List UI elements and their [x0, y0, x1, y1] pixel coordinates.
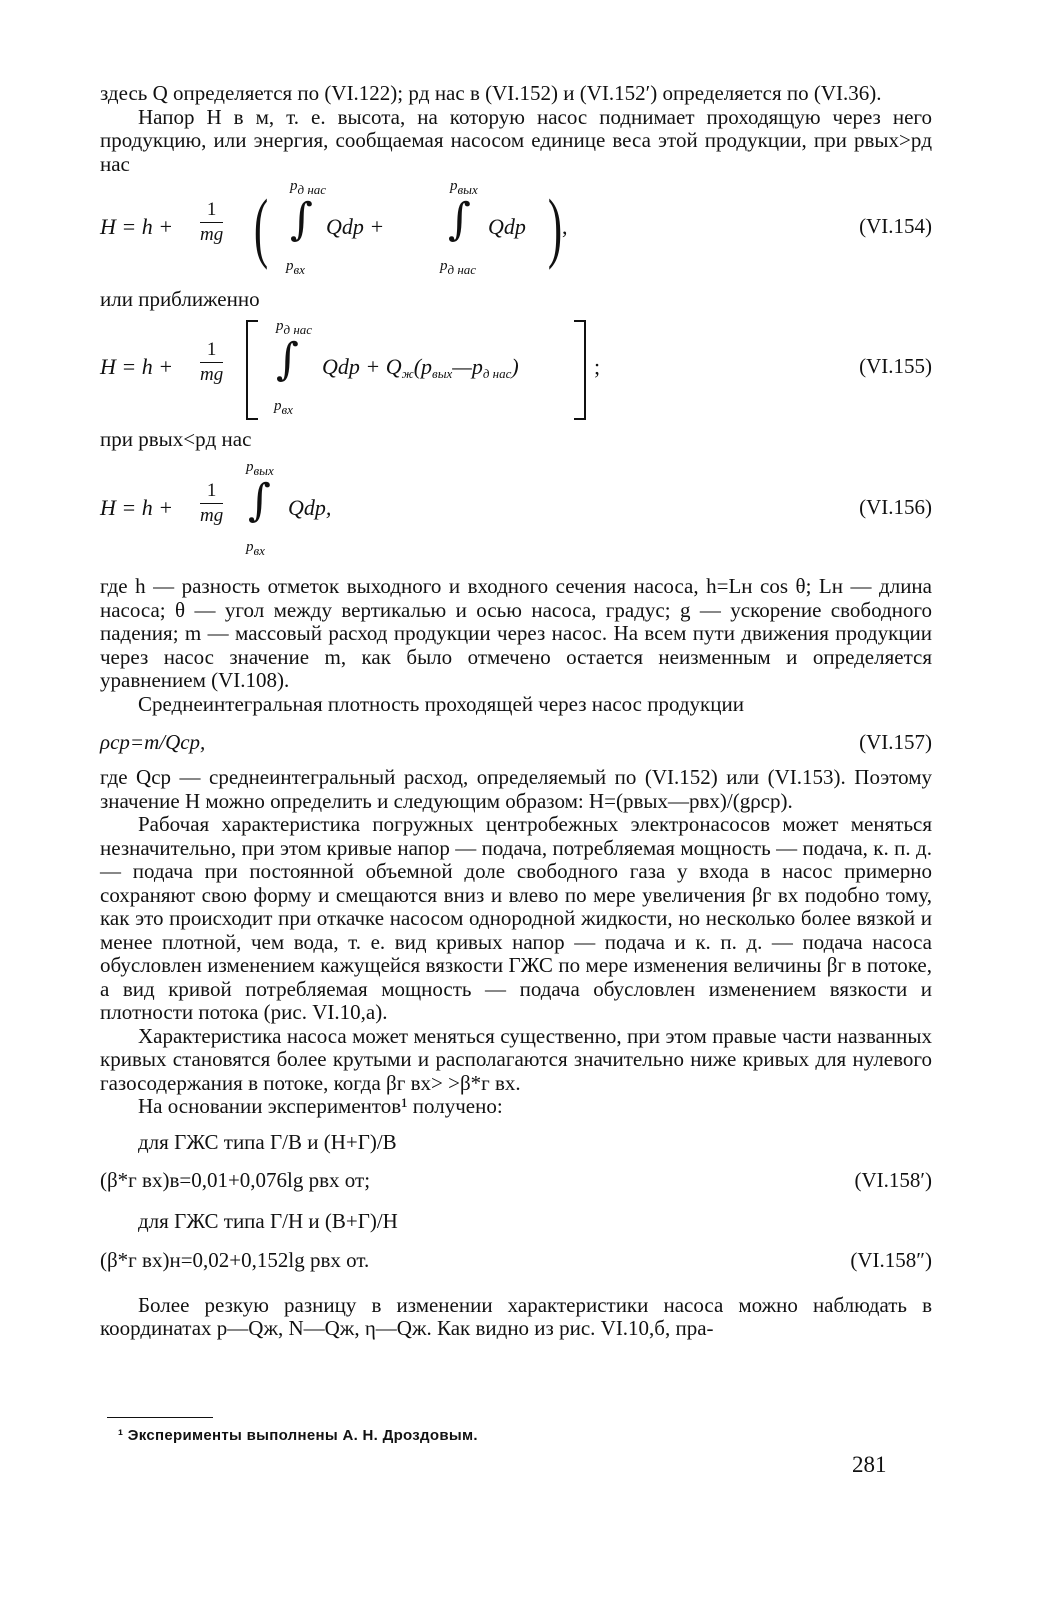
- equation-157: [100, 726, 932, 766]
- text-approx: или приближенно: [100, 287, 260, 311]
- equation-155-number: (VI.155): [859, 353, 932, 378]
- equation-158b: [100, 1242, 932, 1284]
- paragraph-4: Среднеинтегральная плотность проходящей через насос продукции: [138, 691, 744, 716]
- paragraph-8: На основании экспериментов¹ получено:: [138, 1094, 503, 1118]
- equation-157-number: (VI.157): [859, 730, 932, 754]
- paragraph-5: где Qср — среднеинтегральный расход, определяемый по (VI.152) или (VI.153). Поэтому значение H можно определить и следующим образом: H=(pвых—pвх)/(gρср).: [100, 765, 932, 813]
- footnote: ¹ Эксперименты выполнены А. Н. Дроздовым.: [118, 1427, 478, 1444]
- text-gv: для ГЖС типа Г/В и (Н+Г)/В: [138, 1129, 397, 1154]
- paragraph-2: Напор H в м, т. е. высота, на которую насос поднимает проходящую через него продукцию, или энергия, сообщаемая насосом единице веса этой продукции, при pвых>pд нас: [100, 104, 932, 176]
- equation-158a-formula: (β*г вх)в=0,01+0,076lg pвх от;: [100, 1168, 371, 1192]
- page-body: [100, 82, 932, 1341]
- paragraph-7: Характеристика насоса может меняться существенно, при этом правые части названных кривых становятся более крутыми и располагаются значительно ниже кривых для нулевого газосодержания в потоке, когда βг вх> >β*г вх.: [100, 1023, 932, 1095]
- paragraph-3: где h — разность отметок выходного и входного сечения насоса, h=Lн cos θ; Lн — длина насоса; θ — угол между вертикалью и осью насоса, градус; g — ускорение свободного падения; m — массовый расход продукции через насос. На всем пути движения продукции через насос значение m, как было отмечено остается неизменным и определяется уравнением (VI.108).: [100, 574, 932, 692]
- equation-158a-number: (VI.158′): [854, 1168, 932, 1192]
- equation-158b-number: (VI.158″): [850, 1247, 932, 1272]
- equation-154-number: (VI.154): [859, 214, 932, 238]
- equation-156-number: (VI.156): [859, 495, 932, 519]
- text-when: при pвых<pд нас: [100, 426, 252, 451]
- paragraph-9: Более резкую разницу в изменении характеристики насоса можно наблюдать в координатах p—Qж, N—Qж, η—Qж. Как видно из рис. VI.10,б, пра-: [100, 1292, 932, 1340]
- page-number: 281: [852, 1452, 887, 1477]
- equation-158a: [100, 1162, 932, 1204]
- equation-156: H = h + $\frac{1}{mg}$ pвых ∫ pвх Qdp, (VI.156): [100, 459, 932, 558]
- equation-154: H = h + $\frac{1}{mg}$ ( pд нас ∫ pвх Qdp + pвых ∫ pд нас Qdp ) , (VI.154): [100, 178, 932, 277]
- equation-157-formula: ρср=m/Qср,: [100, 730, 206, 754]
- equation-158b-formula: (β*г вх)н=0,02+0,152lg pвх от.: [100, 1247, 370, 1272]
- text-gn: для ГЖС типа Г/Н и (В+Г)/Н: [138, 1209, 398, 1233]
- equation-155: H = h + $\frac{1}{mg}$ pд нас ∫ pвх Qdp + Qж(pвых—pд нас) ; (VI.155): [100, 312, 932, 428]
- footnote-rule: [107, 1417, 213, 1418]
- paragraph-1: здесь Q определяется по (VI.122); pд нас в (VI.152) и (VI.152′) определяется по (VI.36).: [100, 81, 882, 105]
- paragraph-6: Рабочая характеристика погружных центробежных электронасосов может меняться незначительно, при этом кривые напор — подача, потребляемая мощность — подача, к. п. д. — подача при постоянной объемной доле свободного газа у входа в насос примерно сохраняют свою форму и смещаются вниз и влево по мере увеличения βг вх подобно тому, как это происходит при откачке насосом однородной жидкости, но несколько более вязкой и менее плотной, чем вода, т. е. вид кривых напор — подача и к. п. д. — подача насоса обусловлен изменением кажущейся вязкости ГЖС по мере изменения величины βг в потоке, а вид кривой потребляемая мощность — подача обусловлен изменением вязкости и плотности потока (рис. VI.10,а).: [100, 812, 932, 1024]
